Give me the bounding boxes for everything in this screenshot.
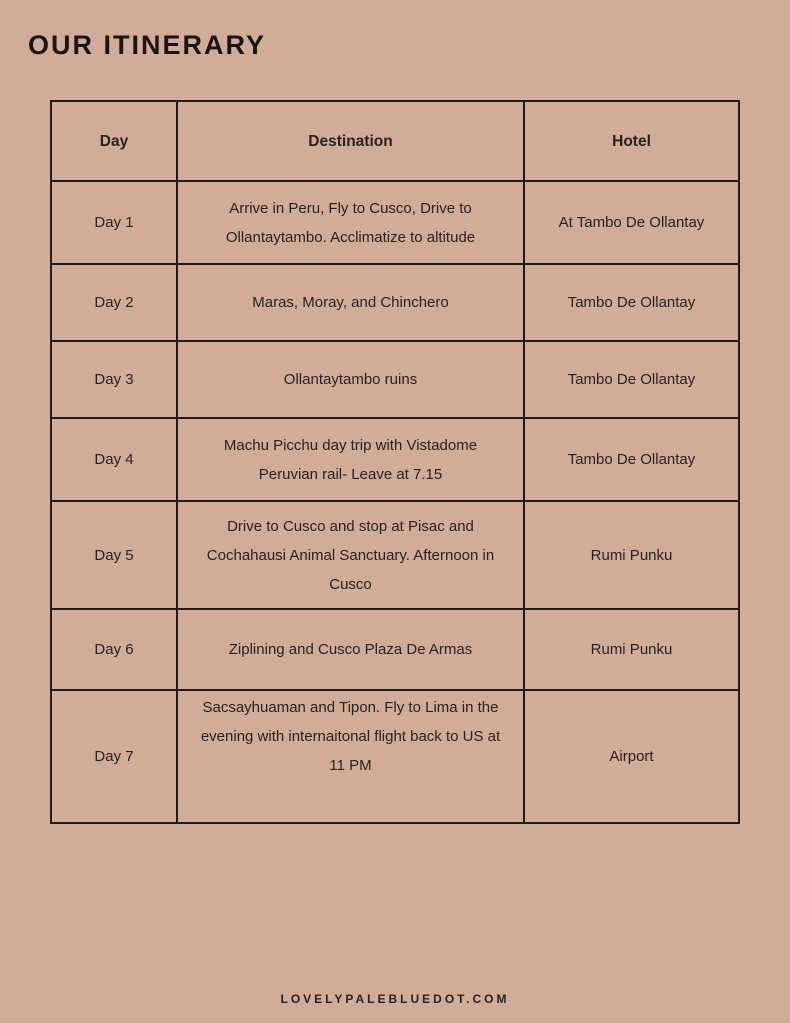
destination-cell: Machu Picchu day trip with Vistadome Peruvian rail- Leave at 7.15 xyxy=(177,418,524,501)
destination-cell: Maras, Moray, and Chinchero xyxy=(177,264,524,341)
hotel-cell: Rumi Punku xyxy=(524,501,739,609)
hotel-cell: Tambo De Ollantay xyxy=(524,264,739,341)
table-header-row xyxy=(51,101,739,181)
page-title: OUR ITINERARY xyxy=(28,30,267,60)
footer-website: LOVELYPALEBLUEDOT.COM xyxy=(280,992,510,1006)
hotel-cell: Tambo De Ollantay xyxy=(524,418,739,501)
day-cell: Day 7 xyxy=(51,690,177,823)
day-cell: Day 6 xyxy=(51,609,177,690)
hotel-cell: Rumi Punku xyxy=(524,609,739,690)
table-row xyxy=(51,341,739,418)
table-row xyxy=(51,501,739,609)
day-cell: Day 1 xyxy=(51,181,177,264)
table-row xyxy=(51,264,739,341)
destination-cell: Ziplining and Cusco Plaza De Armas xyxy=(177,609,524,690)
col-header-destination: Destination xyxy=(177,101,524,181)
destination-cell: Arrive in Peru, Fly to Cusco, Drive to Ollantaytambo. Acclimatize to altitude xyxy=(177,181,524,264)
table-row xyxy=(51,181,739,264)
itinerary-table xyxy=(50,100,740,824)
col-header-hotel: Hotel xyxy=(524,101,739,181)
col-header-day: Day xyxy=(51,101,177,181)
table-row xyxy=(51,690,739,823)
table-row xyxy=(51,609,739,690)
hotel-cell: Airport xyxy=(524,690,739,823)
day-cell: Day 5 xyxy=(51,501,177,609)
destination-cell: Sacsayhuaman and Tipon. Fly to Lima in the evening with internaitonal flight back to US at 11 PM xyxy=(177,690,524,823)
hotel-cell: Tambo De Ollantay xyxy=(524,341,739,418)
destination-cell: Ollantaytambo ruins xyxy=(177,341,524,418)
day-cell: Day 2 xyxy=(51,264,177,341)
table-row xyxy=(51,418,739,501)
hotel-cell: At Tambo De Ollantay xyxy=(524,181,739,264)
day-cell: Day 3 xyxy=(51,341,177,418)
destination-cell: Drive to Cusco and stop at Pisac and Cochahausi Animal Sanctuary. Afternoon in Cusco xyxy=(177,501,524,609)
day-cell: Day 4 xyxy=(51,418,177,501)
